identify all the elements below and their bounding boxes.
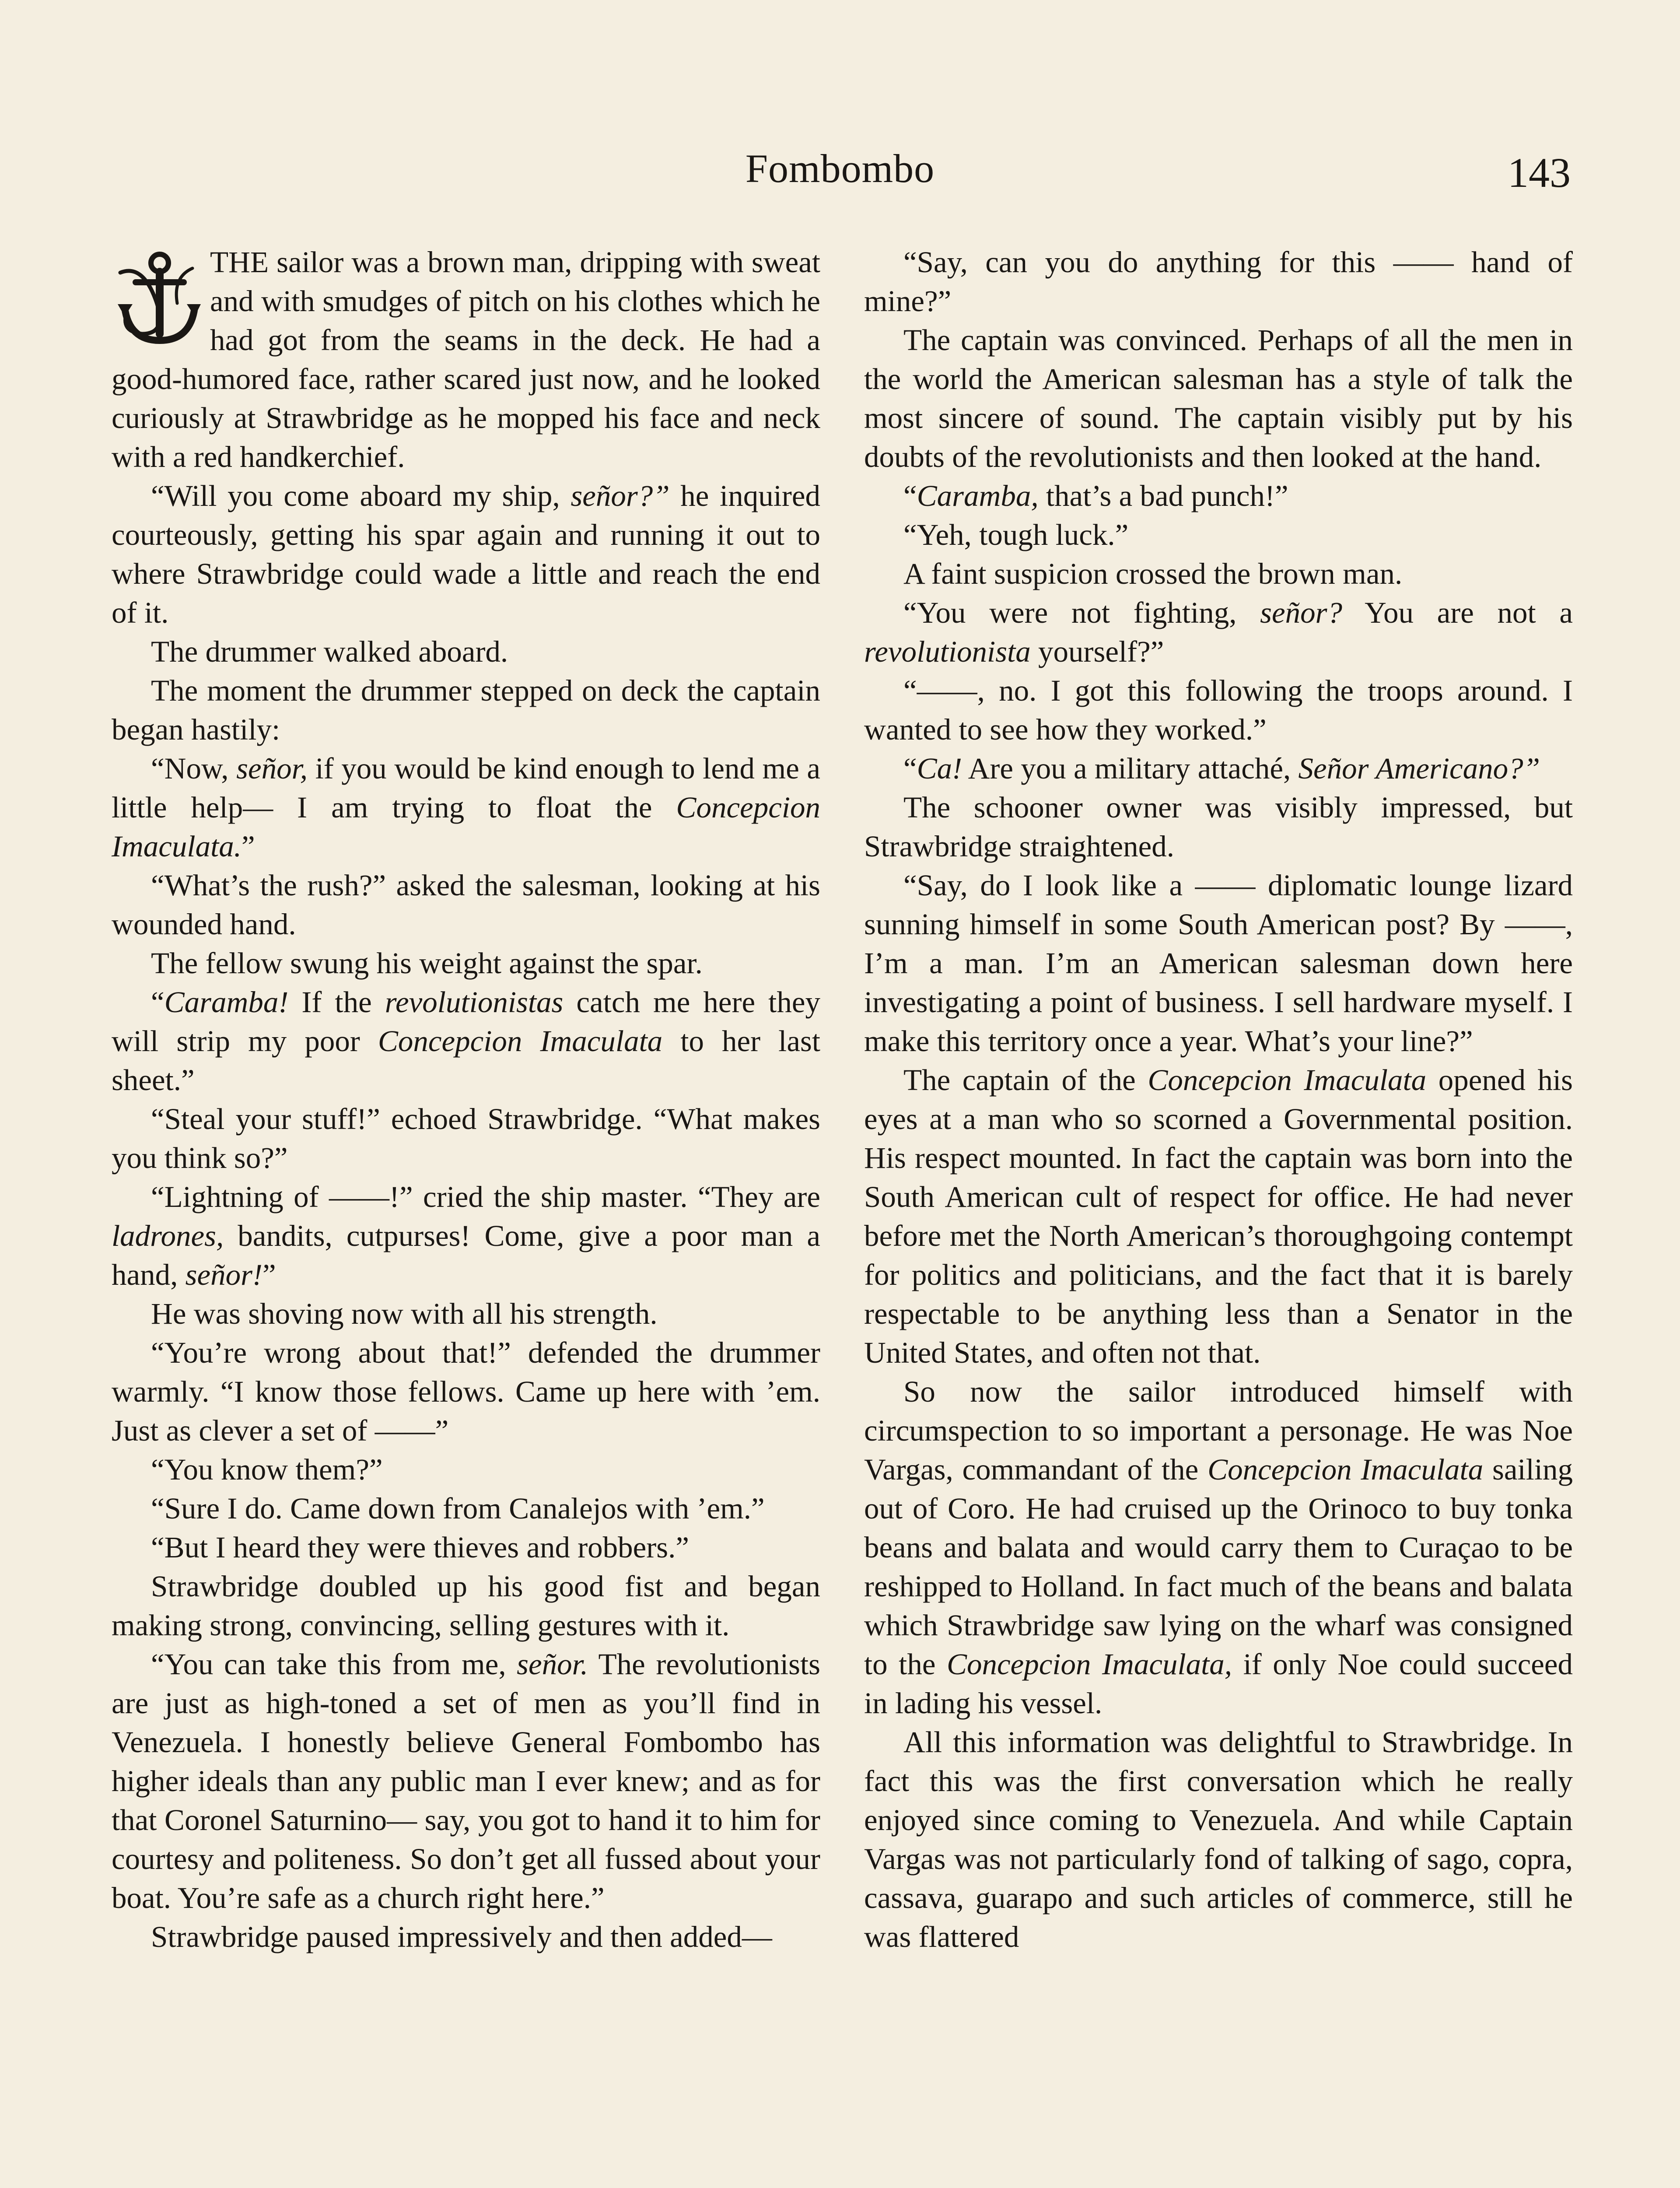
paragraph: “Ca! Are you a military attaché, Señor Americano?” — [903, 752, 1540, 785]
paragraph: “You can take this from me, señor. The revolutionists are just as high-toned a set of men as you’ll find in Venezuela. I honestly believe General Fombombo has higher ideals than any public man I ever knew; and as for that Coronel Saturnino— say, you got to hand it to him for courtesy and politeness. So don’t get all fussed about your boat. You’re safe as a church right here.” — [112, 1648, 820, 1914]
paragraph: The captain was convinced. Perhaps of all the men in the world the American salesman has a style of talk the most sincere of sound. The captain visibly put by his doubts of the revolutionists and then looked at the hand. — [864, 323, 1573, 473]
paragraph: Strawbridge paused impressively and then added— — [151, 1920, 772, 1953]
paragraph: A faint suspicion crossed the brown man. — [903, 557, 1403, 590]
paragraph: He was shoving now with all his strength. — [151, 1297, 658, 1330]
paragraph: “But I heard they were thieves and robbers.” — [151, 1531, 690, 1564]
paragraph: “Caramba! If the revolutionistas catch me here they will strip my poor Concepcion Imaculata to her last sheet.” — [112, 985, 821, 1097]
paragraph: The captain of the Concepcion Imaculata opened his eyes at a man who so scorned a Governmental position. His respect mounted. In fact the captain was born into the South American cult of respect for office. He had never before met the North American’s thoroughgoing contempt for politics and politicians, and the fact that it is barely respectable to be anything less than a Senator in the United States, and often not that. — [864, 1063, 1573, 1369]
paragraph: “You’re wrong about that!” defended the drummer warmly. “I know those fellows. Came up here with ’em. Just as clever a set of ——” — [112, 1336, 820, 1447]
paragraph: All this information was delightful to Strawbridge. In fact this was the first conversation which he really enjoyed since coming to Venezuela. And while Captain Vargas was not particularly fond of talking of sago, copra, cassava, guarapo and such articles of commerce, still he was flattered — [864, 1725, 1573, 1953]
page-title: Fombombo — [745, 146, 935, 191]
page-number: 143 — [1508, 149, 1571, 196]
paragraph: The moment the drummer stepped on deck the captain began hastily: — [112, 674, 820, 746]
right-column — [864, 243, 1573, 1957]
paragraph: “Say, can you do anything for this —— hand of mine?” — [864, 245, 1573, 318]
anchor-icon — [112, 246, 201, 351]
paragraph: The drummer walked aboard. — [151, 635, 508, 668]
paragraph: “Will you come aboard my ship, señor?” he inquired courteously, getting his spar again and running it out to where Strawbridge could wade a little and reach the end of it. — [112, 479, 821, 629]
paragraph: “You were not fighting, señor? You are not a revolutionista yourself?” — [864, 596, 1573, 668]
paragraph: “Yeh, tough luck.” — [903, 518, 1129, 551]
running-head — [0, 140, 1680, 197]
paragraph: The fellow swung his weight against the spar. — [151, 947, 703, 980]
paragraph: “Say, do I look like a —— diplomatic lounge lizard sunning himself in some South American post? By ——, I’m a man. I’m an American salesman down here investigating a point of business. I sell hardware myself. I make this territory once a year. What’s your line?” — [864, 869, 1573, 1058]
paragraph: “Lightning of ——!” cried the ship master. “They are ladrones, bandits, cutpurses! Come, give a poor man a hand, señor!” — [112, 1180, 820, 1291]
paragraph: Strawbridge doubled up his good fist and began making strong, convincing, selling gestures with it. — [112, 1570, 820, 1642]
paragraph: So now the sailor introduced himself with circumspection to so important a personage. He was Noe Vargas, commandant of the Concepcion Imaculata sailing out of Coro. He had cruised up the Orinoco to buy tonka beans and balata and would carry them to Curaçao to be reshipped to Holland. In fact much of the beans and balata which Strawbridge saw lying on the wharf was consigned to the Concepcion Imaculata, if only Noe could succeed in lading his vessel. — [864, 1375, 1573, 1720]
paragraph: “What’s the rush?” asked the salesman, looking at his wounded hand. — [112, 869, 820, 941]
paragraph: “You know them?” — [151, 1453, 383, 1486]
paragraph: “Steal your stuff!” echoed Strawbridge. “What makes you think so?” — [112, 1102, 820, 1175]
paragraph: THE sailor was a brown man, dripping with sweat and with smudges of pitch on his clothes which he had got from the seams in the deck. He had a good-humored face, rather scared just now, and he looked curiously at Strawbridge as he mopped his face and neck with a red handkerchief. — [112, 245, 820, 473]
paragraph: “Caramba, that’s a bad punch!” — [903, 479, 1288, 512]
paragraph: The schooner owner was visibly impressed, but Strawbridge straightened. — [864, 791, 1573, 863]
paragraph: “——, no. I got this following the troops around. I wanted to see how they worked.” — [864, 674, 1573, 746]
paragraph: “Sure I do. Came down from Canalejos with ’em.” — [151, 1492, 765, 1525]
left-column — [112, 243, 820, 1957]
paragraph: “Now, señor, if you would be kind enough to lend me a little help— I am trying to float the Concepcion Imaculata.” — [112, 752, 820, 863]
